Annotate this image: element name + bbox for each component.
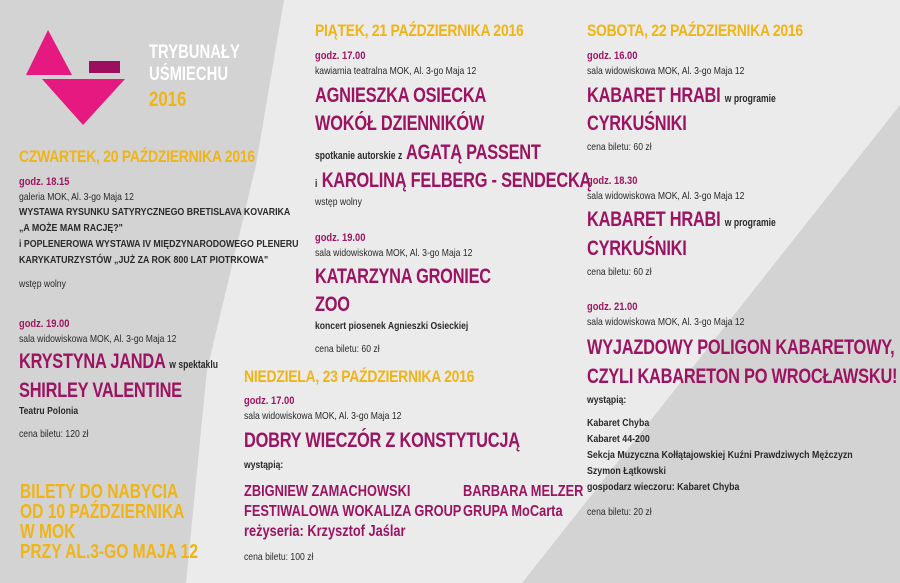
event-title: DOBRY WIECZÓR Z KONSTYTUCJĄ [244, 429, 520, 452]
performers-label: wystąpią: [244, 459, 284, 471]
event-price: cena biletu: 20 zł [587, 506, 652, 518]
performer-name: GRUPA MoCarta [463, 503, 563, 520]
event-title-line2: SHIRLEY VALENTINE [19, 379, 182, 402]
event-title-main: KABARET HRABI [587, 208, 721, 231]
event-venue: sala widowiskowa MOK, Al. 3-go Maja 12 [587, 190, 745, 202]
performer-name: FESTIWALOWA WOKALIZA GROUP [244, 503, 462, 520]
director-credit: reżyseria: Krzysztof Jaślar [244, 523, 406, 540]
event-title-line2: ZOO [315, 293, 350, 316]
event-title [587, 85, 776, 106]
performer-name: ZBIGNIEW ZAMACHOWSKI [244, 483, 411, 500]
event-price: cena biletu: 120 zł [19, 428, 89, 440]
performers-label: wystąpią: [587, 394, 627, 406]
event-price: wstęp wolny [315, 196, 362, 208]
exhibition-line: „A MOŻE MAM RACJĘ?" [19, 222, 123, 234]
event-subtitle: Teatru Polonia [19, 405, 79, 417]
event-title-suffix: w programie [724, 217, 776, 229]
event-price: cena biletu: 60 zł [587, 266, 652, 278]
event-title-line2: WOKÓŁ DZIENNIKÓW [315, 112, 485, 135]
event-time: godz. 17.00 [315, 50, 366, 62]
event-time: godz. 19.00 [315, 232, 366, 244]
tickets-line: PRZY AL.3-GO MAJA 12 [20, 541, 198, 563]
event-guests-line1 [315, 142, 541, 163]
event-venue: galeria MOK, Al. 3-go Maja 12 [19, 191, 134, 203]
performer-name: Sekcja Muzyczna Kołłątajowskiej Kuźni Prawdziwych Mężczyzn [587, 449, 853, 461]
event-title [587, 209, 776, 230]
event-time: godz. 18.30 [587, 175, 638, 187]
performer-name: Kabaret Chyba [587, 417, 650, 429]
logo-year: 2016 [149, 88, 187, 111]
event-time: godz. 19.00 [19, 318, 70, 330]
logo [26, 30, 136, 125]
event-time: godz. 16.00 [587, 50, 638, 62]
event-title: AGNIESZKA OSIECKA [315, 84, 487, 107]
guest-name: KAROLINĄ FELBERG - SENDECKĄ [321, 169, 592, 192]
performer-name: Szymon Łątkowski [587, 465, 666, 477]
day-heading-saturday: SOBOTA, 22 PAŹDZIERNIKA 2016 [587, 21, 803, 40]
logo-title-line2: UŚMIECHU [149, 64, 229, 85]
event-title-main: KABARET HRABI [587, 84, 721, 107]
event-price: cena biletu: 60 zł [315, 343, 380, 355]
event-price: wstęp wolny [19, 278, 66, 290]
event-venue: sala widowiskowa MOK, Al. 3-go Maja 12 [587, 65, 745, 77]
event-title: KATARZYNA GRONIEC [315, 265, 491, 288]
exhibition-line: i POPLENEROWA WYSTAWA IV MIĘDZYNARODOWEGO PLENERU [19, 238, 299, 250]
event-title-suffix: w programie [724, 93, 776, 105]
event-title-line2: CYRKUŚNIKI [587, 237, 687, 260]
event-time: godz. 21.00 [587, 301, 638, 313]
event-price: cena biletu: 100 zł [244, 551, 314, 563]
event-title-line2: CYRKUŚNIKI [587, 112, 687, 135]
guest-conjunction: i [315, 178, 318, 190]
event-venue: sala widowiskowa MOK, Al. 3-go Maja 12 [19, 333, 177, 345]
event-price: cena biletu: 60 zł [587, 141, 652, 153]
day-heading-sunday: NIEDZIELA, 23 PAŹDZIERNIKA 2016 [244, 367, 475, 386]
exhibition-line: KARYKATURZYSTÓW „JUŻ ZA ROK 800 LAT PIOTRKOWA" [19, 254, 269, 266]
logo-mark-icon [26, 30, 136, 125]
event-venue: kawiarnia teatralna MOK, Al. 3-go Maja 12 [315, 65, 477, 77]
event-title [19, 351, 218, 372]
event-title: WYJAZDOWY POLIGON KABARETOWY, [587, 336, 895, 359]
logo-title-line1: TRYBUNAŁY [149, 42, 240, 63]
event-subtitle: koncert piosenek Agnieszki Osieckiej [315, 320, 469, 332]
event-venue: sala widowiskowa MOK, Al. 3-go Maja 12 [315, 247, 473, 259]
event-time: godz. 17.00 [244, 395, 295, 407]
event-title-main: KRYSTYNA JANDA [19, 350, 165, 373]
event-venue: sala widowiskowa MOK, Al. 3-go Maja 12 [587, 316, 745, 328]
performer-name: BARBARA MELZER [463, 483, 584, 500]
guest-name: AGATĄ PASSENT [405, 141, 541, 164]
host-credit: gospodarz wieczoru: Kabaret Chyba [587, 481, 740, 493]
event-venue: sala widowiskowa MOK, Al. 3-go Maja 12 [244, 410, 402, 422]
day-heading-friday: PIĄTEK, 21 PAŹDZIERNIKA 2016 [315, 21, 524, 40]
exhibition-line: WYSTAWA RYSUNKU SATYRYCZNEGO BRETISLAVA KOVARIKA [19, 206, 291, 218]
event-time: godz. 18.15 [19, 176, 70, 188]
performer-name: Kabaret 44-200 [587, 433, 650, 445]
meet-prefix: spotkanie autorskie z [315, 150, 403, 162]
tickets-line: OD 10 PAŹDZIERNIKA [20, 501, 185, 523]
tickets-line: BILETY DO NABYCIA [20, 481, 179, 503]
day-heading-thursday: CZWARTEK, 20 PAŹDZIERNIKA 2016 [19, 147, 255, 166]
tickets-line: W MOK [20, 521, 76, 543]
event-title-suffix: w spektaklu [169, 359, 218, 371]
event-guests-line2 [315, 170, 591, 191]
event-title-line2: CZYLI KABARETON PO WROCŁAWSKU! [587, 365, 898, 388]
